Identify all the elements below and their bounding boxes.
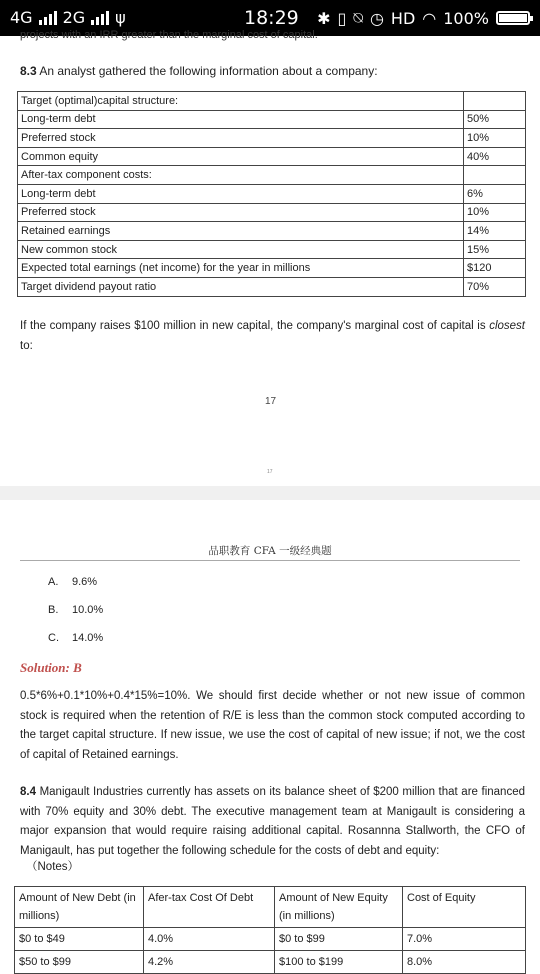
option-a xyxy=(48,576,97,588)
table-cell: 4.2% xyxy=(144,951,275,974)
row-label: Long-term debt xyxy=(18,110,464,129)
row-label: New common stock xyxy=(18,240,464,259)
company-info-table xyxy=(17,91,526,297)
question-prompt-italic: closest xyxy=(489,320,525,332)
vibrate-icon: ▯ xyxy=(337,8,347,28)
solution-label: Solution: B xyxy=(20,660,82,675)
cost-schedule-table xyxy=(14,886,526,974)
network-label-4g: 4G xyxy=(10,8,33,27)
row-label: Retained earnings xyxy=(18,222,464,241)
table-row xyxy=(15,928,526,951)
table-cell: $100 to $199 xyxy=(275,951,403,974)
no-signal-icon: ⍉ xyxy=(353,8,363,27)
question-prompt xyxy=(20,317,525,356)
question-number: 8.4 xyxy=(20,786,36,798)
question-text: Manigault Industries currently has assets on its balance sheet of $200 million that are financed with 70% equity and 30% debt. The executive management team at Manigault is considering a major expansion that would require raising additional capital. Rosannna Stallworth, the CFO of Manigault, has put together the following schedule for the costs of debt and equity: xyxy=(20,786,525,857)
header-rule xyxy=(20,560,520,561)
row-value: 40% xyxy=(464,147,526,166)
option-c xyxy=(48,632,103,644)
row-label: Preferred stock xyxy=(18,203,464,222)
header-cell: Amount of New Debt (in millions) xyxy=(15,887,144,928)
battery-icon xyxy=(496,11,530,25)
row-value: 10% xyxy=(464,203,526,222)
status-icons xyxy=(317,8,530,28)
option-text: 10.0% xyxy=(72,604,104,616)
table-row xyxy=(18,110,526,129)
battery-percent: 100% xyxy=(443,8,489,28)
page-header-text: 品职教育 CFA 一级经典题 xyxy=(208,545,332,557)
option-text: 14.0% xyxy=(72,632,104,644)
table-cell: 7.0% xyxy=(403,928,526,951)
table-row xyxy=(18,129,526,148)
table-row xyxy=(18,166,526,185)
table-cell: $0 to $99 xyxy=(275,928,403,951)
table-row xyxy=(18,203,526,222)
row-label: Target (optimal)capital structure: xyxy=(18,92,464,111)
row-value: 14% xyxy=(464,222,526,241)
question-8-3-title xyxy=(20,64,378,78)
table-row xyxy=(18,184,526,203)
alarm-icon: ◷ xyxy=(369,8,384,28)
option-letter: C. xyxy=(48,632,59,644)
question-8-4 xyxy=(20,783,525,861)
header-cell: Cost of Equity xyxy=(403,887,526,928)
option-text: 9.6% xyxy=(72,576,98,588)
row-label: Target dividend payout ratio xyxy=(18,277,464,296)
network-indicators xyxy=(10,8,126,27)
row-value: 6% xyxy=(464,184,526,203)
option-b xyxy=(48,604,103,616)
table-cell: $0 to $49 xyxy=(15,928,144,951)
table-row xyxy=(15,951,526,974)
page-number: 17 xyxy=(265,396,277,407)
row-value: 10% xyxy=(464,129,526,148)
question-prompt-text: If the company raises $100 million in new capital, the company's marginal cost of capital is xyxy=(20,320,490,332)
header-cell: Afer-tax Cost Of Debt xyxy=(144,887,275,928)
hd-label: HD xyxy=(390,8,416,28)
row-value: 50% xyxy=(464,110,526,129)
header-cell: Amount of New Equity (in millions) xyxy=(275,887,403,928)
row-label: Expected total earnings (net income) for the year in millions xyxy=(18,259,464,278)
row-label: Common equity xyxy=(18,147,464,166)
table-row xyxy=(18,240,526,259)
network-label-2g: 2G xyxy=(62,8,86,27)
option-letter: B. xyxy=(48,604,59,616)
bluetooth-icon: ✱ xyxy=(317,8,331,28)
signal-icon-2 xyxy=(91,11,109,25)
table-cell: 4.0% xyxy=(144,928,275,951)
question-prompt-end: to: xyxy=(20,339,33,352)
row-value xyxy=(464,166,526,185)
table-row xyxy=(18,92,526,111)
clock: 18:29 xyxy=(244,7,299,29)
page-number-small: 17 xyxy=(267,469,273,475)
row-value xyxy=(464,92,526,111)
page-header xyxy=(0,543,540,558)
option-letter: A. xyxy=(48,576,59,588)
table-row xyxy=(18,147,526,166)
table-row xyxy=(18,222,526,241)
row-value: 70% xyxy=(464,277,526,296)
table-cell: 8.0% xyxy=(403,951,526,974)
question-text: An analyst gathered the following information about a company: xyxy=(39,64,378,78)
question-number: 8.3 xyxy=(20,64,37,78)
signal-icon xyxy=(39,11,57,25)
row-value: 15% xyxy=(464,240,526,259)
row-label: After-tax component costs: xyxy=(18,166,464,185)
table-header-row xyxy=(15,887,526,928)
table-cell: $50 to $99 xyxy=(15,951,144,974)
wifi-icon: ◠ xyxy=(422,8,437,28)
usb-icon: ψ xyxy=(115,8,126,27)
solution-text: 0.5*6%+0.1*10%+0.4*15%=10%. We should first decide whether or not new issue of common stock is required when the retention of R/E is less than the common stock computed according to the target capital structure. If new issue, we use the cost of capital of new issue; if not, we the cost of capital of Retained earnings. xyxy=(20,690,525,761)
page-separator xyxy=(0,486,540,500)
row-value: $120 xyxy=(464,259,526,278)
table-row xyxy=(18,259,526,278)
clipped-previous-line: projects with an IRR greater than the marginal cost of capital. xyxy=(20,29,318,41)
table-row xyxy=(18,277,526,296)
row-label: Preferred stock xyxy=(18,129,464,148)
row-label: Long-term debt xyxy=(18,184,464,203)
notes-label: （Notes） xyxy=(26,861,80,873)
